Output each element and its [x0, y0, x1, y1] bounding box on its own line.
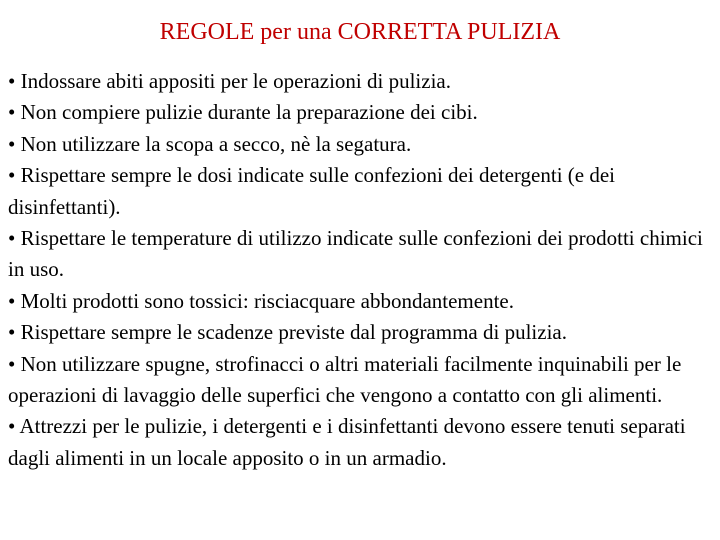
rule-item: • Non compiere pulizie durante la preparazione dei cibi. [8, 100, 478, 125]
rules-list [8, 66, 720, 474]
slide-title: REGOLE per una CORRETTA PULIZIA [159, 19, 561, 45]
rule-item: • Non utilizzare spugne, strofinacci o altri materiali facilmente inquinabili per le operazioni di lavaggio delle superfici che vengono a contatto con gli alimenti. [8, 351, 682, 408]
rule-item: • Rispettare sempre le scadenze previste dal programma di pulizia. [8, 320, 567, 345]
rule-item: • Non utilizzare la scopa a secco, nè la segatura. [8, 131, 412, 156]
rule-item: • Attrezzi per le pulizie, i detergenti e i disinfettanti devono essere tenuti separati dagli alimenti in un locale apposito o in un armadio. [8, 414, 686, 470]
rule-item: • Indossare abiti appositi per le operazioni di pulizia. [8, 69, 451, 93]
rule-item: • Rispettare le temperature di utilizzo indicate sulle confezioni dei prodotti chimici in uso. [8, 226, 703, 282]
rule-item: • Molti prodotti sono tossici: risciacquare abbondantemente. [8, 288, 514, 313]
rule-item: • Rispettare sempre le dosi indicate sulle confezioni dei detergenti (e dei disinfettanti). [8, 163, 616, 219]
